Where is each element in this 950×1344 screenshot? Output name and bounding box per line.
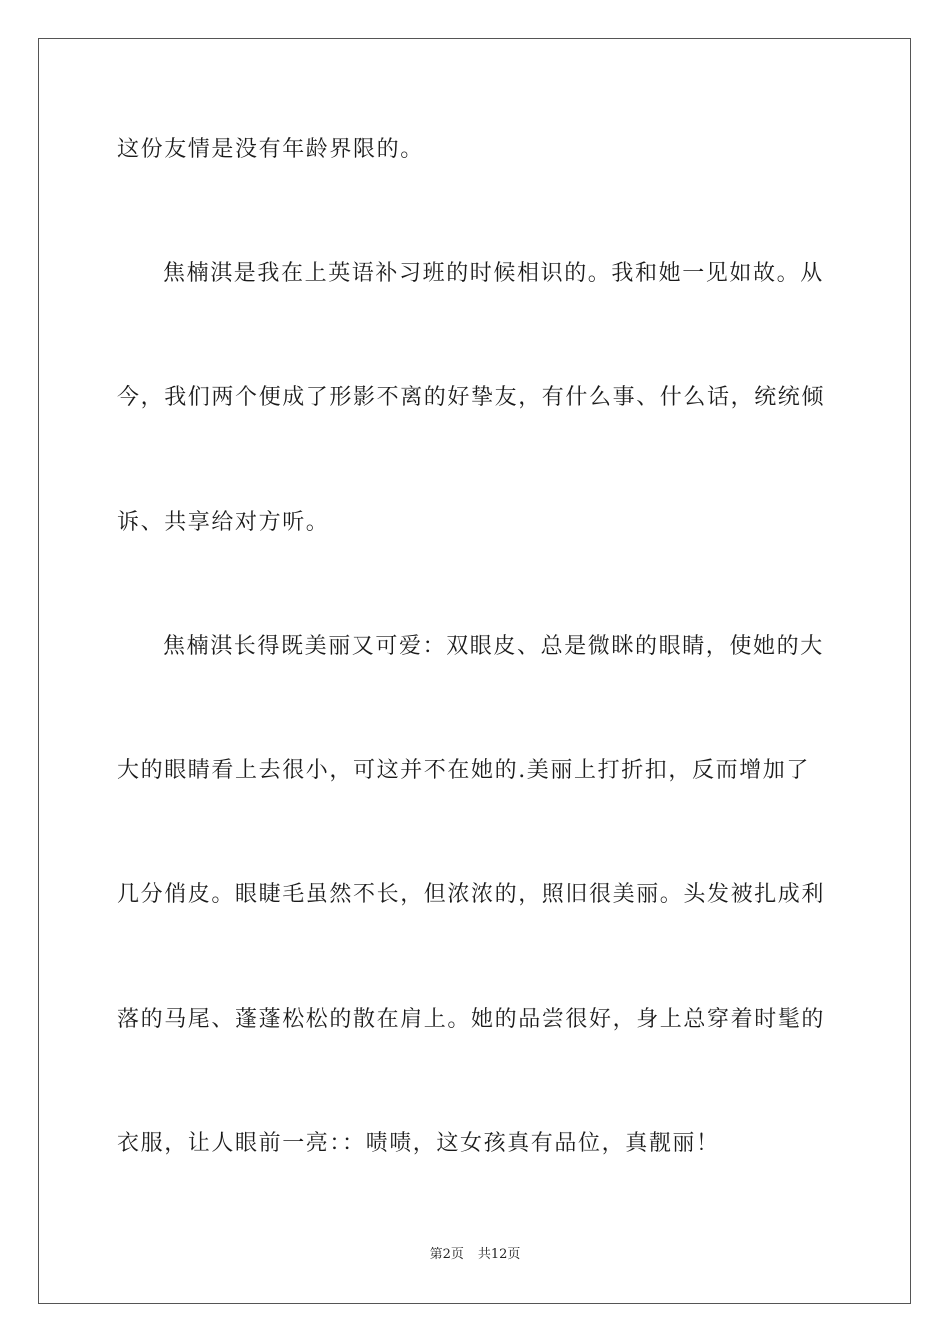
page-footer (0, 1246, 950, 1264)
text-line: 大的眼睛看上去很小，可这并不在她的.美丽上打折扣，反而增加了 (117, 758, 810, 783)
text-line: 落的马尾、蓬蓬松松的散在肩上。她的品尝很好，身上总穿着时髦的 (117, 1007, 826, 1032)
paragraph-start-line: 焦楠淇长得既美丽又可爱：双眼皮、总是微眯的眼睛，使她的大 (163, 634, 824, 659)
text-line: 几分俏皮。眼睫毛虽然不长，但浓浓的，照旧很美丽。头发被扎成利 (117, 882, 826, 907)
paragraph-start-line: 焦楠淇是我在上英语补习班的时候相识的。我和她一见如故。从 (163, 261, 824, 286)
text-line: 今，我们两个便成了形影不离的好挚友，有什么事、什么话，统统倾 (117, 385, 826, 410)
current-page-number: 第2页 (429, 1247, 464, 1262)
total-page-count: 共12页 (477, 1247, 521, 1262)
text-line: 衣服，让人眼前一亮：：啧啧，这女孩真有品位，真靓丽！ (117, 1131, 720, 1156)
text-line: 这份友情是没有年龄界限的。 (117, 137, 424, 162)
text-line: 诉、共享给对方听。 (117, 510, 330, 535)
page-border (38, 38, 911, 1304)
